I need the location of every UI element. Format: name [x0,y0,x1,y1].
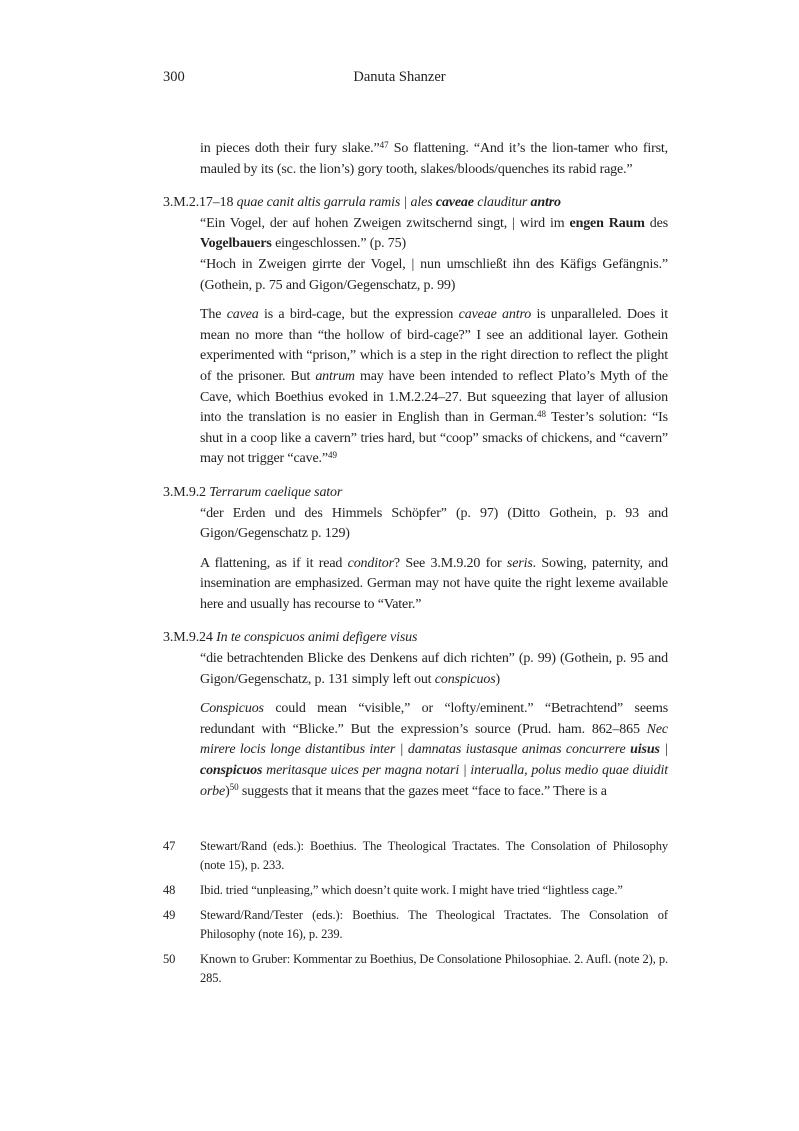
footnote-47 [163,837,668,874]
text-run: Known to Gruber: Kommentar zu Boethius, De Consolatione Philosophiae. 2. Aufl. (note 2), p. 285. [200,952,668,985]
footnote-text [200,950,668,987]
text-run: antro [530,195,561,211]
text-run: 3.M.9.24 [163,630,217,646]
text-run: des [644,215,669,231]
text-run: Ibid. tried “unpleasing,” which doesn’t quite work. I might have tried “lightless cage.” [200,883,623,898]
text-run: “die betrachtenden Blicke des Denkens auf dich richten” (p. 99) (Gothein, p. 95 and Gigon/Gegenschatz, p. 131 simply left out [200,651,668,687]
text-run: Terrarum caelique sator [209,484,343,500]
text-run: conspicuos [434,671,496,687]
text-run: ) [225,783,230,799]
commentary-paragraph [200,699,668,802]
text-run: meritasque uices per magna notari | interualla, polus medio quae diuidit orbe [200,763,668,799]
footnote-number: 47 [163,839,176,854]
translation-quote [200,214,668,255]
footnote-ref: 48 [537,408,547,419]
text-run: suggests that it means that the gazes meet “face to face.” There is a [238,783,607,799]
text-run: antrum [315,368,355,384]
commentary-paragraph [200,305,668,470]
footnote-text [200,837,668,874]
footnotes-block [163,837,668,987]
footnote-ref: 47 [379,139,389,150]
running-head-author: Danuta Shanzer [353,69,446,85]
text-run: Stewart/Rand (eds.): Boethius. The Theological Tractates. The Consolation of Philosophy (note 15), p. 233. [200,839,668,872]
translation-quote [200,504,668,545]
text-run: may have been intended to reflect Plato’s Myth of the Cave, which Boethius evoked in 1.M.2.24–27. But squeezing that layer of allusion into the translation is no easier in English than in German. [200,368,668,426]
commentary-section-3M9-24 [163,628,668,802]
text-run: 3.M.9.2 [163,484,210,500]
lemma-line [163,628,668,649]
footnote-49 [163,906,668,943]
commentary-paragraph [200,554,668,616]
text-run: caveae antro [458,307,532,323]
lemma-line [163,193,668,214]
commentary-section-3M2-17-18 [163,193,668,470]
text-run: “Ein Vogel, der auf hohen Zweigen zwitschernd singt, | wird im [200,215,570,231]
text-run: ? See 3.M.9.20 for [393,555,507,571]
footnote-50 [163,950,668,987]
footnote-text [200,881,668,899]
text-run: could mean “visible,” or “lofty/eminent.” “Betrachtend” seems redundant with “Blicke.” But the expression’s source (Prud. ham. 862–865 [200,701,668,737]
text-run: The [200,307,227,323]
text-run: eingeschlossen.” (p. 75) [271,236,407,252]
footnote-number: 48 [163,883,176,898]
page-content [163,139,668,994]
text-run: Vogelbauers [200,236,272,252]
lemma-line [163,483,668,504]
text-run: . Sowing, paternity, and insemination are emphasized. German may not have quite the right lexeme available here and usually has recourse to “Vater.” [200,555,669,612]
page-number: 300 [163,69,185,85]
commentary-section-3M9-2 [163,483,668,616]
footnote-ref: 49 [327,449,337,460]
text-run: A flattening, as if it read [200,555,348,571]
text-run: quae canit altis garrula ramis | ales [236,195,436,211]
text-run: 3.M.2.17–18 [163,195,237,211]
translation-quote [200,649,668,690]
text-run: conditor [347,555,394,571]
text-run: “der Erden und des Himmels Schöpfer” (p. 97) (Ditto Gothein, p. 93 and Gigon/Gegenschatz p. 129) [200,505,668,542]
continuation-paragraph [200,139,668,180]
text-run: in pieces doth their fury slake.” [200,141,380,156]
text-run: | [659,742,668,758]
text-run: “Hoch in Zweigen girrte der Vogel, | nun umschließt ihn des Käfigs Gefängnis.” (Gothein, p. 75 and Gigon/Gegenschatz, p. 99) [200,256,668,293]
text-run: Steward/Rand/Tester (eds.): Boethius. The Theological Tractates. The Consolation of Philosophy (note 16), p. 239. [200,908,668,941]
text-run: Nec mirere locis longe distantibus inter | damnatas iustasque animas concurrere [200,721,668,758]
text-run: seris [506,555,533,571]
text-run: Conspicuos [200,701,264,717]
footnote-48 [163,881,668,899]
running-header [0,68,799,88]
main-text-block [163,139,668,802]
text-run: uisus [630,742,660,758]
text-run: cavea [226,307,259,323]
footnote-number: 50 [163,952,176,967]
text-run: So flattening. “And it’s the lion-tamer who first, mauled by its (sc. the lion’s) gory tooth, slakes/bloods/quenches its rabid rage.” [200,141,668,177]
text-run: ) [495,671,501,687]
text-run: In te conspicuos animi defigere visus [216,630,418,646]
footnote-number: 49 [163,908,176,923]
footnote-text [200,906,668,943]
text-run: is unparalleled. Does it mean no more than “the hollow of bird-cage?” I see an additional layer. Gothein experimented with “prison,” which is a step in the right direction to reflect the plight of the prisoner. But [200,307,669,384]
text-run: engen Raum [569,215,645,231]
translation-quote [200,255,668,296]
text-run: is a bird-cage, but the expression [258,307,459,323]
text-run: clauditur [473,195,531,211]
text-run: caveae [435,195,474,211]
text-run: conspicuos [200,763,263,779]
text-run: Tester’s solution: “Is shut in a coop like a cavern” tries hard, but “coop” smacks of chickens, and “cavern” may not trigger “cave.” [200,410,668,467]
footnote-ref: 50 [229,782,239,793]
